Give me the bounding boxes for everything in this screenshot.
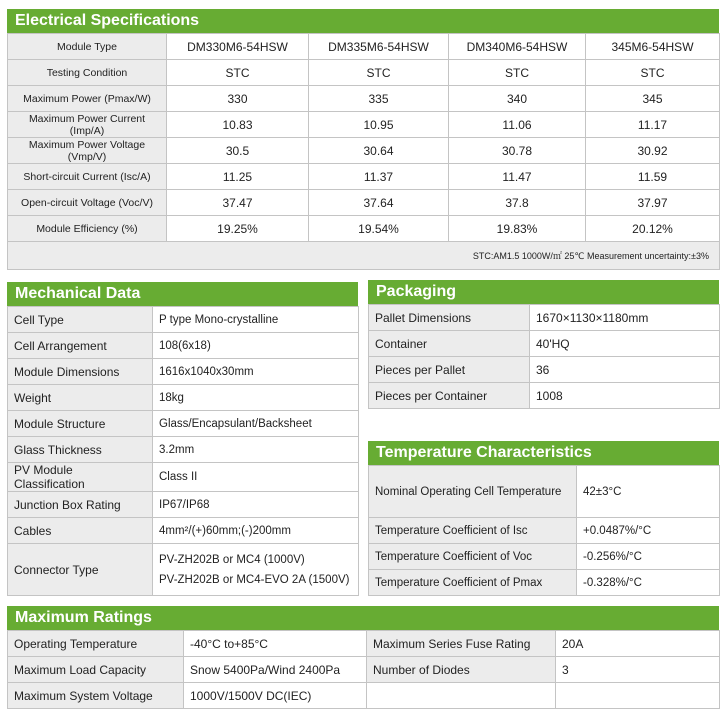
cell-value: STC (586, 60, 720, 86)
table-row (369, 357, 720, 383)
table-row (369, 383, 720, 409)
cell-value: 30.64 (309, 138, 449, 164)
table-row (8, 112, 720, 138)
table-row (8, 190, 720, 216)
cell-value: P type Mono-crystalline (153, 307, 359, 333)
cell-value: 11.06 (449, 112, 586, 138)
table-row (369, 544, 720, 570)
packaging-title: Packaging (368, 280, 719, 304)
row-label: Open-circuit Voltage (Voc/V) (8, 190, 167, 216)
empty-cell (556, 683, 720, 709)
cell-value: STC (309, 60, 449, 86)
packaging-table (368, 304, 720, 409)
cell-value: 3.2mm (153, 437, 359, 463)
cell-value: Glass/Encapsulant/Backsheet (153, 411, 359, 437)
row-label: Maximum Power (Pmax/W) (8, 86, 167, 112)
cell-value: 1000V/1500V DC(IEC) (184, 683, 367, 709)
cell-value: 19.83% (449, 216, 586, 242)
model-header: 345M6-54HSW (586, 34, 720, 60)
table-row (369, 466, 720, 518)
table-note-row (8, 242, 720, 270)
cell-value: 340 (449, 86, 586, 112)
table-row (369, 331, 720, 357)
row-label: Maximum System Voltage (8, 683, 184, 709)
table-row (8, 544, 359, 596)
model-header: DM335M6-54HSW (309, 34, 449, 60)
cell-value: 1670×1130×1180mm (530, 305, 720, 331)
table-row (8, 216, 720, 242)
cell-value: 18kg (153, 385, 359, 411)
row-label: Glass Thickness (8, 437, 153, 463)
model-header: DM340M6-54HSW (449, 34, 586, 60)
cell-value: 1008 (530, 383, 720, 409)
cell-value: 11.37 (309, 164, 449, 190)
cell-value: 10.95 (309, 112, 449, 138)
cell-value: -0.256%/°C (577, 544, 720, 570)
cell-value: 37.64 (309, 190, 449, 216)
cell-value: STC (449, 60, 586, 86)
cell-value: 40'HQ (530, 331, 720, 357)
cell-value: IP67/IP68 (153, 492, 359, 518)
cell-value: STC (167, 60, 309, 86)
row-label: Connector Type (8, 544, 153, 596)
table-row (8, 138, 720, 164)
cell-value: 30.92 (586, 138, 720, 164)
row-label: Cell Arrangement (8, 333, 153, 359)
row-label: Junction Box Rating (8, 492, 153, 518)
row-label: Maximum Load Capacity (8, 657, 184, 683)
cell-value: 3 (556, 657, 720, 683)
cell-value: 4mm²/(+)60mm;(-)200mm (153, 518, 359, 544)
module-type-label: Module Type (8, 34, 167, 60)
table-row (8, 60, 720, 86)
table-row (8, 411, 359, 437)
row-label: Pallet Dimensions (369, 305, 530, 331)
maximum-ratings-table (7, 630, 720, 709)
cell-value: 20A (556, 631, 720, 657)
cell-value: Snow 5400Pa/Wind 2400Pa (184, 657, 367, 683)
empty-cell (367, 683, 556, 709)
cell-value: 11.25 (167, 164, 309, 190)
cell-value: 330 (167, 86, 309, 112)
cell-value: -40°C to+85°C (184, 631, 367, 657)
table-row (8, 86, 720, 112)
maximum-ratings-title: Maximum Ratings (7, 606, 719, 630)
cell-value: 42±3°C (577, 466, 720, 518)
table-row (369, 305, 720, 331)
cell-value: 1616x1040x30mm (153, 359, 359, 385)
row-label: Temperature Coefficient of Voc (369, 544, 577, 570)
table-row (8, 333, 359, 359)
table-header-row (8, 34, 720, 60)
row-label: Maximum Series Fuse Rating (367, 631, 556, 657)
table-row (8, 683, 720, 709)
row-label: Temperature Coefficient of Pmax (369, 570, 577, 596)
table-row (369, 518, 720, 544)
electrical-specifications-title: Electrical Specifications (7, 9, 719, 33)
temperature-characteristics-table (368, 465, 720, 596)
row-label: Module Dimensions (8, 359, 153, 385)
row-label: Pieces per Container (369, 383, 530, 409)
cell-value: 30.5 (167, 138, 309, 164)
table-row (8, 657, 720, 683)
table-row (8, 463, 359, 492)
cell-value: 36 (530, 357, 720, 383)
cell-value: +0.0487%/°C (577, 518, 720, 544)
row-label: Module Structure (8, 411, 153, 437)
cell-value: 37.8 (449, 190, 586, 216)
cell-value: 335 (309, 86, 449, 112)
cell-value: 11.17 (586, 112, 720, 138)
table-row (8, 492, 359, 518)
row-label: Module Efficiency (%) (8, 216, 167, 242)
cell-value: 20.12% (586, 216, 720, 242)
cell-value: 19.25% (167, 216, 309, 242)
mechanical-data-title: Mechanical Data (7, 282, 358, 306)
table-row (8, 631, 720, 657)
cell-value: Class II (153, 463, 359, 492)
stc-note: STC:AM1.5 1000W/㎡ 25℃ Measurement uncertainty:±3% (8, 242, 720, 270)
electrical-specifications-table (7, 33, 720, 270)
temperature-characteristics-title: Temperature Characteristics (368, 441, 719, 465)
row-label: Short-circuit Current (Isc/A) (8, 164, 167, 190)
table-row (8, 359, 359, 385)
row-label: Operating Temperature (8, 631, 184, 657)
cell-value: 37.47 (167, 190, 309, 216)
row-label: Pieces per Pallet (369, 357, 530, 383)
row-label: Cables (8, 518, 153, 544)
row-label: Maximum Power Current (Imp/A) (8, 112, 167, 138)
row-label: Temperature Coefficient of Isc (369, 518, 577, 544)
connector-line: PV-ZH202B or MC4 (1000V) (159, 553, 305, 566)
cell-value: 37.97 (586, 190, 720, 216)
cell-value: 19.54% (309, 216, 449, 242)
table-row (8, 437, 359, 463)
cell-value: -0.328%/°C (577, 570, 720, 596)
table-row (8, 385, 359, 411)
table-row (8, 164, 720, 190)
row-label: Number of Diodes (367, 657, 556, 683)
row-label: Cell Type (8, 307, 153, 333)
table-row (369, 570, 720, 596)
cell-value: 345 (586, 86, 720, 112)
cell-value: 30.78 (449, 138, 586, 164)
row-label: PV Module Classification (8, 463, 153, 492)
cell-value: 10.83 (167, 112, 309, 138)
table-row (8, 518, 359, 544)
row-label: Nominal Operating Cell Temperature (369, 466, 577, 518)
row-label: Testing Condition (8, 60, 167, 86)
model-header: DM330M6-54HSW (167, 34, 309, 60)
table-row (8, 307, 359, 333)
row-label: Weight (8, 385, 153, 411)
row-label: Maximum Power Voltage (Vmp/V) (8, 138, 167, 164)
cell-value: 11.59 (586, 164, 720, 190)
connector-line: PV-ZH202B or MC4-EVO 2A (1500V) (159, 573, 350, 586)
cell-value (153, 544, 359, 596)
row-label: Container (369, 331, 530, 357)
mechanical-data-table (7, 306, 359, 596)
cell-value: 108(6x18) (153, 333, 359, 359)
cell-value: 11.47 (449, 164, 586, 190)
